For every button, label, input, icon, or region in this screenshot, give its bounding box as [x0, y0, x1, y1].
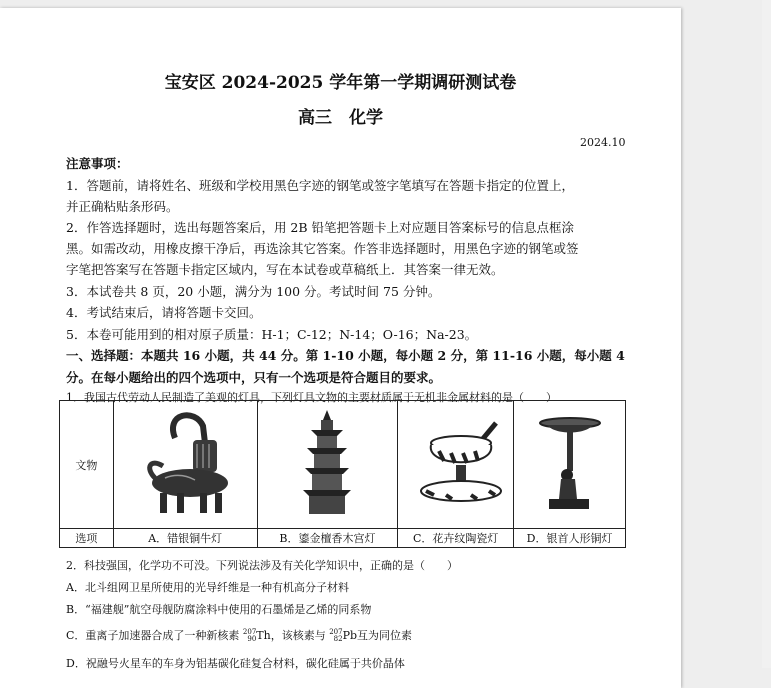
ceramic-lamp-image: [401, 413, 511, 513]
question-2-option-d: D．祝融号火星车的车身为铝基碳化硅复合材料，碳化硅属于共价晶体: [66, 657, 405, 670]
artifact-image-d: [514, 401, 626, 529]
artifact-table: [59, 400, 626, 548]
bronze-ox-lamp-image: [135, 408, 235, 518]
pb-nuclide-numbers: [329, 629, 342, 643]
option-a: A．错银铜牛灯: [113, 529, 257, 548]
pb-atomic-number: 82: [333, 635, 343, 643]
notice-line: 4．考试结束后，请将答题卡交回。: [66, 305, 262, 320]
option-b: B．鎏金檀香木宫灯: [257, 529, 398, 548]
th-symbol: Th: [256, 629, 271, 642]
option-d: D．银首人形铜灯: [514, 529, 626, 548]
th-atomic-number: 90: [247, 635, 257, 643]
notice-line: 2．作答选择题时，选出每题答案后，用 2B 铅笔把答题卡上对应题目答案标号的信息点框涂: [66, 220, 575, 235]
option-c-suffix: 互为同位素: [357, 629, 413, 642]
question-2-option-a: A．北斗组网卫星所使用的光导纤维是一种有机高分子材料: [66, 581, 349, 594]
section-heading: 一、选择题：本题共 16 小题，共 44 分。第 1-10 小题，每小题 2 分，第 11-16 小题，每小题 4: [66, 348, 625, 363]
notice-line: 1．答题前，请将姓名、班级和学校用黑色字迹的钢笔或签字笔填写在答题卡指定的位置上，: [66, 178, 574, 193]
option-c-prefix: C．重离子加速器合成了一种新核素: [66, 629, 240, 642]
artifact-image-a: [113, 401, 257, 529]
pb-mass-number: 207: [329, 628, 343, 636]
notice-line: 并正确粘贴条形码。: [66, 199, 179, 214]
notice-line: 3．本试卷共 8 页，20 小题，满分为 100 分。考试时间 75 分钟。: [66, 284, 441, 299]
th-nuclide-numbers: [243, 629, 256, 643]
question-2-option-b: B．“福建舰”航空母舰防腐涂料中使用的石墨烯是乙烯的同系物: [66, 603, 372, 616]
section-heading: 分。在每小题给出的四个选项中，只有一个选项是符合题目的要求。: [66, 370, 442, 385]
notice-line: 字笔把答案写在答题卡指定区域内，写在本试卷或草稿纸上．其答案一律无效。: [66, 262, 504, 277]
row-label-option: 选项: [60, 529, 114, 548]
pb-symbol: Pb: [342, 629, 358, 642]
notice-line: 5．本卷可能用到的相对原子质量：H-1；C-12；N-14；O-16；Na-23。: [66, 327, 478, 342]
artifact-image-c: [398, 401, 514, 529]
notice-heading: 注意事项：: [66, 156, 129, 171]
option-c-mid: ，该核素与: [270, 629, 326, 642]
option-c: C．花卉纹陶瓷灯: [398, 529, 514, 548]
figure-lamp-image: [535, 413, 605, 513]
notice-line: 黑。如需改动，用橡皮擦干净后，再选涂其它答案。作答非选择题时，用黑色字迹的钢笔或签: [66, 241, 579, 256]
question-1-stem: 1．我国古代劳动人民制造了美观的灯具，下列灯具文物的主要材质属于无机非金属材料的是（ ）: [66, 391, 557, 404]
exam-date: 2024.10: [580, 136, 626, 149]
row-label-artifact: 文物: [60, 401, 114, 529]
pagoda-lamp-image: [297, 408, 357, 518]
artifact-image-b: [257, 401, 398, 529]
vertical-scrollbar[interactable]: [762, 0, 771, 668]
question-2-option-c: [66, 628, 412, 644]
th-mass-number: 207: [242, 628, 257, 636]
question-2-stem: 2．科技强国，化学功不可没。下列说法涉及有关化学知识中，正确的是（ ）: [66, 559, 458, 572]
document-page: [0, 8, 681, 688]
exam-title: 宝安区 2024-2025 学年第一学期调研测试卷: [164, 73, 517, 93]
exam-subject: 高三 化学: [298, 108, 383, 128]
